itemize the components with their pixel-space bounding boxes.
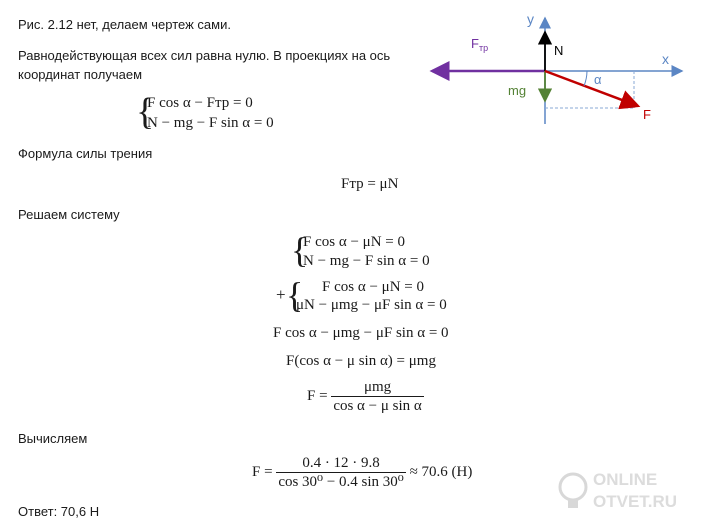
system-1-eq2: N − mg − F sin α = 0 — [147, 115, 274, 131]
friction-force-main: F — [471, 36, 479, 51]
bulb-base-icon — [568, 500, 578, 508]
intro-line-2: Равнодействующая всех сил равна нулю. В проекциях на ось — [18, 48, 391, 63]
friction-formula: Fтр = μN — [341, 176, 399, 192]
angle-arc — [584, 71, 587, 86]
intro-line-1: Рис. 2.12 нет, делаем чертеж сами. — [18, 17, 231, 32]
step-3-numerator: μmg — [331, 378, 423, 397]
bulb-icon — [560, 474, 586, 500]
intro-line-3: координат получаем — [18, 67, 143, 82]
friction-force-label — [471, 36, 488, 53]
watermark-logo — [557, 459, 687, 519]
friction-force-sub: тр — [478, 43, 489, 53]
watermark-line-2: OTVET.RU — [593, 492, 678, 511]
step-1: F cos α − μmg − μF sin α = 0 — [273, 325, 449, 341]
normal-force-label: N — [554, 43, 564, 58]
friction-heading: Формула силы трения — [18, 146, 153, 161]
system-3-brace: { — [286, 275, 304, 315]
compute-rhs: ≈ 70.6 (Н) — [409, 463, 473, 480]
compute-numerator: 0.4 · 12 · 9.8 — [276, 454, 406, 473]
plus-sign: + — [276, 285, 286, 304]
watermark-line-1: ONLINE — [593, 470, 658, 489]
compute-lhs: F = — [252, 463, 273, 480]
x-axis-label: x — [662, 51, 669, 67]
solve-heading: Решаем систему — [18, 207, 120, 222]
step-3-denominator: cos α − μ sin α — [333, 398, 422, 415]
system-3-eq2: μN − μmg − μF sin α = 0 — [296, 297, 447, 313]
step-3-lhs: F = — [307, 388, 328, 404]
gravity-label: mg — [508, 83, 527, 98]
applied-force-vector — [545, 71, 638, 106]
step-2: F(cos α − μ sin α) = μmg — [286, 353, 436, 369]
system-1-brace: { — [136, 91, 155, 133]
system-2-brace: { — [291, 230, 309, 270]
answer-text: Ответ: 70,6 Н — [18, 504, 100, 519]
y-axis-label: y — [527, 11, 534, 27]
system-3-eq1: F cos α − μN = 0 — [322, 279, 424, 295]
system-1-eq1: F cos α − Fтр = 0 — [147, 95, 253, 111]
compute-heading: Вычисляем — [18, 431, 88, 446]
system-2-eq1: F cos α − μN = 0 — [303, 234, 405, 250]
compute-denominator: cos 30⁰ − 0.4 sin 30⁰ — [278, 474, 404, 490]
system-2-eq2: N − mg − F sin α = 0 — [303, 253, 430, 269]
alpha-label: α — [594, 72, 602, 87]
applied-force-label: F — [643, 107, 651, 122]
